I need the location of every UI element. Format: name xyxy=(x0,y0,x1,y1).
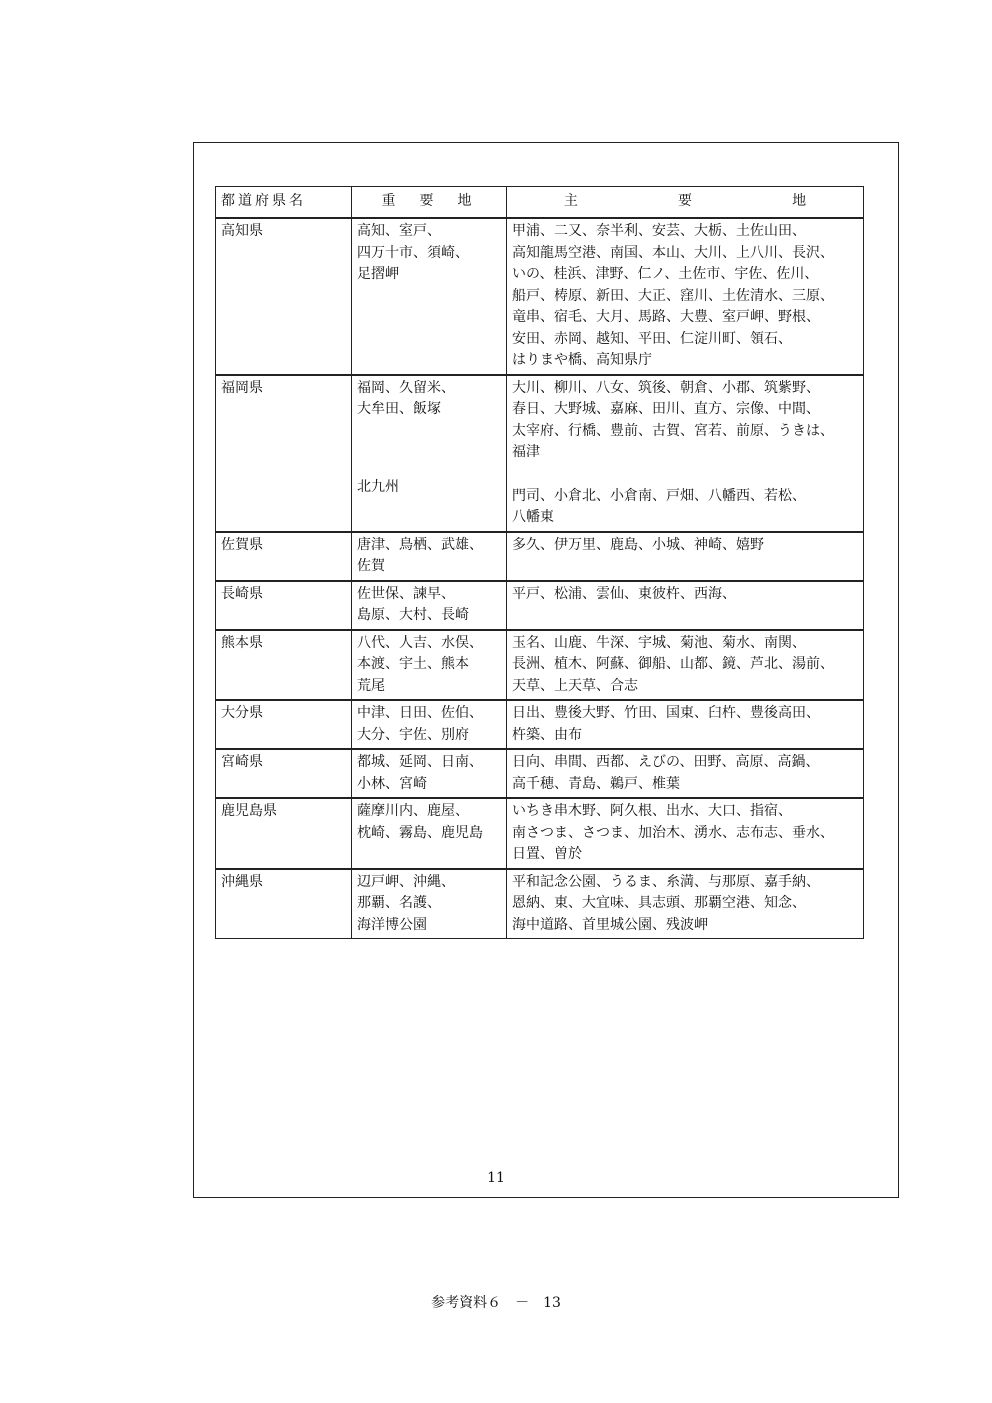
important-cell xyxy=(352,700,507,749)
prefecture-cell: 佐賀県 xyxy=(216,532,352,581)
important-list: 高知、室戸、 四万十市、須崎、 足摺岬 xyxy=(357,223,469,282)
major-list-kitakyushu: 門司、小倉北、小倉南、戸畑、八幡西、若松、 八幡東 xyxy=(512,487,806,525)
table-row xyxy=(216,798,864,869)
major-cell xyxy=(507,869,864,939)
major-cell xyxy=(507,749,864,798)
major-list: 玉名、山鹿、牛深、宇城、菊池、菊水、南関、 長洲、植木、阿蘇、御船、山都、鏡、芦北、湯前、 天草、上天草、合志 xyxy=(512,634,834,694)
major-cell xyxy=(507,700,864,749)
important-cell xyxy=(352,798,507,869)
prefecture-cell: 大分県 xyxy=(216,700,352,749)
major-cell xyxy=(507,375,864,532)
major-list: 日向、串間、西都、えびの、田野、高原、高鍋、 高千穂、青島、鵜戸、椎葉 xyxy=(512,754,820,792)
table-row xyxy=(216,869,864,939)
important-list: 八代、人吉、水俣、 本渡、宇土、熊本 荒尾 xyxy=(357,634,483,694)
table-row xyxy=(216,532,864,581)
key-locations-table xyxy=(215,186,864,939)
major-list: いちき串木野、阿久根、出水、大口、指宿、 南さつま、さつま、加治木、湧水、志布志、垂水、 日置、曽於 xyxy=(512,803,834,862)
prefecture-cell: 沖縄県 xyxy=(216,869,352,939)
major-list: 多久、伊万里、鹿島、小城、神崎、嬉野 xyxy=(512,536,764,553)
table-row xyxy=(216,375,864,532)
header-prefecture: 都道府県名 xyxy=(216,187,352,219)
important-list-kitakyushu: 北九州 xyxy=(357,478,399,495)
table-row xyxy=(216,218,864,375)
header-major-2: 要 xyxy=(677,193,692,209)
major-list: 大川、柳川、八女、筑後、朝倉、小郡、筑紫野、 春日、大野城、嘉麻、田川、直方、宗像、中間、 太宰府、行橋、豊前、古賀、宮若、前原、うきは、 福津 xyxy=(512,379,834,460)
prefecture-cell: 宮崎県 xyxy=(216,749,352,798)
table-row xyxy=(216,581,864,630)
footer-reference: 参考資料６ － 13 xyxy=(431,1295,561,1311)
prefecture-cell: 福岡県 xyxy=(216,375,352,532)
important-cell xyxy=(352,630,507,701)
major-cell xyxy=(507,798,864,869)
prefecture-cell: 長崎県 xyxy=(216,581,352,630)
header-important: 重 要 地 xyxy=(352,187,507,219)
major-cell xyxy=(507,532,864,581)
header-major-1: 主 xyxy=(563,193,578,209)
header-major-3: 地 xyxy=(792,193,807,209)
table-row xyxy=(216,749,864,798)
important-cell xyxy=(352,532,507,581)
major-list: 甲浦、二又、奈半利、安芸、大栃、土佐山田、 高知龍馬空港、南国、本山、大川、上八川、長沢、 いの、桂浜、津野、仁ノ、土佐市、宇佐、佐川、 船戸、梼原、新田、大正、窪川、土佐清水、三原、 竜串、宿毛、大月、馬路、大豊、室戸岬、野根、 安田、赤岡、越知、平田、仁淀川町、領石、 はりまや橋、高知県庁 xyxy=(512,223,834,368)
important-list: 辺戸岬、沖縄、 那覇、名護、 海洋博公園 xyxy=(357,873,455,933)
table-row xyxy=(216,630,864,701)
important-list: 唐津、鳥栖、武雄、 佐賀 xyxy=(357,536,483,574)
major-list: 平和記念公園、うるま、糸満、与那原、嘉手納、 恩納、東、大宜味、具志頭、那覇空港、知念、 海中道路、首里城公園、残波岬 xyxy=(512,873,820,933)
prefecture-cell: 高知県 xyxy=(216,218,352,375)
important-cell xyxy=(352,218,507,375)
major-cell xyxy=(507,581,864,630)
table-row xyxy=(216,700,864,749)
important-list: 福岡、久留米、 大牟田、飯塚 xyxy=(357,379,455,417)
major-list: 日出、豊後大野、竹田、国東、臼杵、豊後高田、 杵築、由布 xyxy=(512,705,820,743)
prefecture-cell: 鹿児島県 xyxy=(216,798,352,869)
important-list: 佐世保、諫早、 島原、大村、長崎 xyxy=(357,585,469,623)
major-list: 平戸、松浦、雲仙、東彼杵、西海、 xyxy=(512,585,736,602)
important-list: 都城、延岡、日南、 小林、宮崎 xyxy=(357,754,483,792)
important-cell xyxy=(352,869,507,939)
major-cell xyxy=(507,630,864,701)
table-header-row xyxy=(216,187,864,219)
header-major xyxy=(507,187,864,219)
important-list: 中津、日田、佐伯、 大分、宇佐、別府 xyxy=(357,705,483,743)
important-list: 薩摩川内、鹿屋、 枕崎、霧島、鹿児島 xyxy=(357,803,483,841)
important-cell xyxy=(352,581,507,630)
major-cell xyxy=(507,218,864,375)
important-cell xyxy=(352,375,507,532)
prefecture-cell: 熊本県 xyxy=(216,630,352,701)
page-number: 11 xyxy=(487,1170,505,1186)
important-cell xyxy=(352,749,507,798)
